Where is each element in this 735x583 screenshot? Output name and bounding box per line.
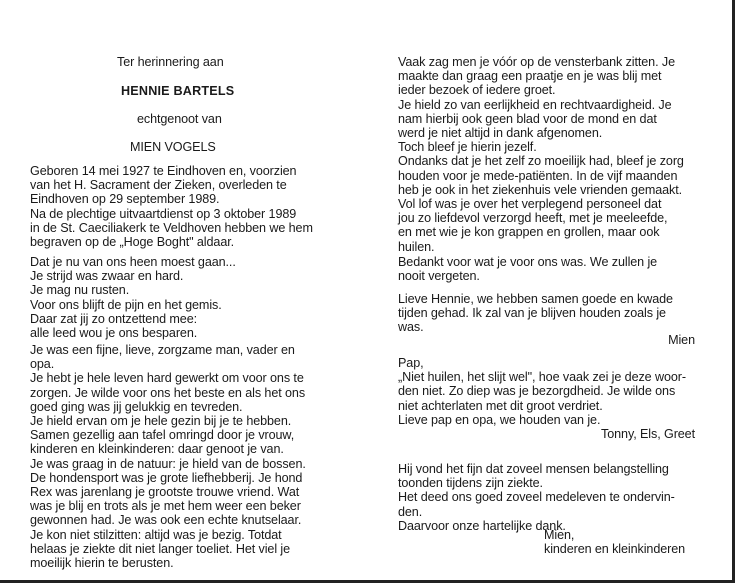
thanks-line: Bedankt voor wat je voor ons was. We zullen je [398, 255, 658, 269]
remembrance-line: Toch bleef je hierin jezelf. [398, 140, 537, 155]
remembrance-line: Ondanks dat je het zelf zo moeilijk had, bleef je zorg [398, 154, 684, 169]
children-message-line: Pap, [398, 356, 424, 370]
tribute-line: Je was graag in de natuur: je hield van de bossen. [30, 456, 306, 471]
closing-line: Het deed ons goed zoveel medeleven te ondervin- [398, 490, 675, 505]
tribute-line: was je blij en trots als je met hem weer een beker [30, 499, 301, 514]
bio-line: in de St. Caeciliakerk te Veldhoven hebben we hem [30, 220, 313, 235]
tribute-line: Je kon niet stilzitten: altijd was je bezig. Totdat [30, 527, 282, 542]
mien-message-block [398, 292, 702, 335]
poem-line: Je mag nu rusten. [30, 283, 130, 298]
final-signature-block [544, 528, 704, 556]
poem-line: Je strijd was zwaar en hard. [30, 269, 184, 284]
children-message-line: Lieve pap en opa, we houden van je. [398, 412, 601, 427]
remembrance-line: nam hierbij ook geen blad voor de mond en dat [398, 111, 657, 126]
bio-line: Na de plechtige uitvaartdienst op 3 oktober 1989 [30, 206, 297, 221]
tribute-line: opa. [30, 357, 55, 372]
intro-text: Ter herinnering aan [117, 55, 224, 69]
children-message-line: niet achterlaten met dit groot verdriet. [398, 398, 603, 413]
closing-line: Daarvoor onze hartelijke dank. [398, 518, 566, 533]
remembrance-line: Vol lof was je over het verplegend personeel dat [398, 197, 662, 212]
mien-signature: Mien [668, 333, 695, 347]
bio-line: Eindhoven op 29 september 1989. [30, 192, 220, 207]
remembrance-line: werd je niet altijd in dank afgenomen. [398, 126, 603, 141]
poem-line: alle leed wou je ons besparen. [30, 326, 198, 341]
remembrance-line: jou zo liefdevol verzorgd heeft, met je meeleefde, [398, 211, 668, 226]
tribute-line: Je hield ervan om je hele gezin bij je te hebben. [30, 414, 292, 429]
children-signature: Tonny, Els, Greet [601, 427, 695, 441]
children-message-block [398, 356, 702, 427]
closing-line: den. [398, 504, 423, 519]
spouse-name: MIEN VOGELS [130, 140, 216, 154]
bio-line: van het H. Sacrament der Zieken, overleden te [30, 178, 287, 193]
remembrance-line: Vaak zag men je vóór op de vensterbank zitten. Je [398, 55, 675, 69]
poem-line: Daar zat jij zo ontzettend mee: [30, 311, 198, 326]
tribute-line: goed ging was jij gelukkig en tevreden. [30, 399, 243, 414]
tribute-block [30, 343, 335, 570]
thanks-line: nooit vergeten. [398, 269, 480, 284]
remembrance-line: maakte dan graag een praatje en je was blij met [398, 69, 662, 84]
closing-line: toonden tijdens zijn ziekte. [398, 476, 543, 491]
poem-block [30, 255, 335, 340]
mien-message-line: tijden gehad. Ik zal van je blijven houden zoals je [398, 306, 666, 321]
tribute-line: De hondensport was je grote liefhebberij. Je hond [30, 470, 303, 485]
closing-block [398, 462, 702, 533]
remembrance-line: houden voor je mede-patiënten. In de vijf maanden [398, 168, 678, 183]
remembrance-line: en met wie je kon grappen en grollen, maar ook [398, 225, 660, 240]
tribute-line: Je was een fijne, lieve, zorgzame man, vader en [30, 343, 295, 357]
closing-line: Hij vond het fijn dat zoveel mensen belangstelling [398, 462, 669, 476]
tribute-line: kinderen en kleinkinderen: daar genoot je van. [30, 442, 284, 457]
relation-text: echtgenoot van [137, 112, 222, 126]
final-signature-line: Mien, [544, 528, 575, 542]
bio-line: Geboren 14 mei 1927 te Eindhoven en, voorzien [30, 164, 297, 178]
mien-message-line: was. [398, 320, 424, 335]
tribute-line: gewonnen had. Je was ook een echte knutselaar. [30, 513, 302, 528]
final-signature-line: kinderen en kleinkinderen [544, 542, 686, 557]
tribute-line: Rex was jarenlang je grootste trouwe vriend. Wat [30, 485, 300, 500]
bio-line: begraven op de „Hoge Boght" aldaar. [30, 235, 235, 250]
tribute-line: helaas je ziekte dit niet langer toeliet. Het viel je [30, 541, 291, 556]
children-message-line: „Niet huilen, het slijt wel", hoe vaak zei je deze woor- [398, 370, 686, 385]
tribute-line: zorgen. Je wilde voor ons het beste en als het ons [30, 385, 306, 400]
poem-line: Dat je nu van ons heen moest gaan... [30, 255, 236, 269]
tribute-line: moeilijk hierin te berusten. [30, 556, 174, 571]
remembrance-line: ieder bezoek of iedere groet. [398, 83, 556, 98]
remembrance-block [398, 55, 702, 254]
mien-message-line: Lieve Hennie, we hebben samen goede en kwade [398, 292, 673, 306]
remembrance-line: Je hield zo van eerlijkheid en rechtvaardigheid. Je [398, 97, 672, 112]
tribute-line: Samen gezellig aan tafel omringd door je vrouw, [30, 428, 295, 443]
children-message-line: den niet. Zo diep was je bezorgdheid. Je wilde ons [398, 384, 676, 399]
remembrance-line: huilen. [398, 239, 435, 254]
deceased-name: HENNIE BARTELS [121, 84, 235, 98]
thanks-block [398, 255, 702, 283]
remembrance-line: heb je ook in het ziekenhuis vele vrienden gemaakt. [398, 182, 683, 197]
tribute-line: Je hebt je hele leven hard gewerkt om voor ons te [30, 371, 304, 386]
biography-block [30, 164, 335, 249]
poem-line: Voor ons blijft de pijn en het gemis. [30, 297, 222, 312]
